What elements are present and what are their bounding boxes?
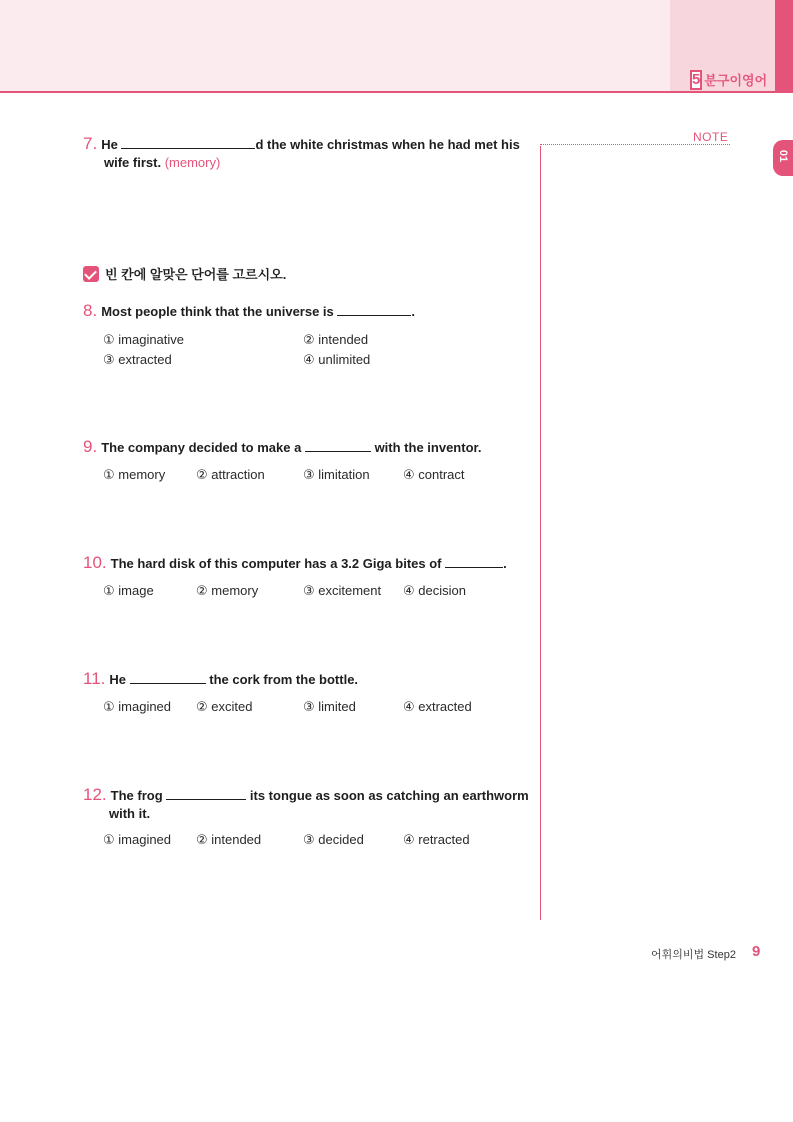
option-1[interactable]: ① memory: [103, 467, 166, 482]
option-4[interactable]: ④ retracted: [403, 832, 470, 847]
question-11: [83, 669, 358, 689]
option-2[interactable]: ② intended: [303, 332, 369, 347]
option-1[interactable]: ① image: [103, 583, 154, 598]
option-3[interactable]: ③ limitation: [303, 467, 370, 482]
option-3[interactable]: ③ decided: [303, 832, 364, 847]
option-4[interactable]: ④ extracted: [403, 699, 472, 714]
answer-blank[interactable]: [130, 671, 206, 684]
option-3[interactable]: ③ excitement: [303, 583, 382, 598]
chapter-tab: [773, 140, 793, 176]
question-text-after: .: [411, 304, 416, 319]
question-number: 12.: [83, 785, 107, 804]
answer-blank[interactable]: [166, 787, 246, 800]
question-12: [83, 785, 529, 805]
option-3[interactable]: ③ limited: [303, 699, 356, 714]
question-text-after: its tongue as soon as catching an earthworm: [249, 788, 529, 803]
chapter-tab-number: 01: [777, 149, 789, 163]
option-4[interactable]: ④ decision: [403, 583, 466, 598]
checkbox-icon: [83, 266, 99, 282]
question-text-before: He: [109, 672, 126, 687]
brand-logo: [690, 66, 766, 90]
question-text-after: the cork from the bottle.: [209, 672, 359, 687]
question-8: [83, 301, 415, 321]
question-number: 10.: [83, 553, 107, 572]
header-rule: [0, 91, 793, 93]
question-hint: (memory): [164, 155, 221, 170]
footer-book-title: 어휘의비법 Step2: [651, 949, 736, 961]
option-2[interactable]: ② attraction: [196, 467, 265, 482]
option-2[interactable]: ② intended: [196, 832, 262, 847]
question-number: 8.: [83, 301, 98, 320]
question-text-after: with the inventor.: [374, 440, 482, 455]
option-4[interactable]: ④ contract: [403, 467, 465, 482]
question-number: 11.: [83, 669, 106, 688]
answer-blank[interactable]: [305, 439, 371, 452]
question-12-line2: with it.: [109, 806, 151, 821]
note-label: NOTE: [693, 130, 729, 144]
question-text-line2: wife first.: [104, 155, 162, 170]
answer-blank[interactable]: [337, 303, 411, 316]
option-2[interactable]: ② excited: [196, 699, 253, 714]
question-text-before: He: [101, 137, 118, 152]
option-3[interactable]: ③ extracted: [103, 352, 172, 367]
question-7: [83, 134, 520, 154]
question-9: [83, 437, 481, 457]
option-2[interactable]: ② memory: [196, 583, 259, 598]
question-text-after: .: [503, 556, 507, 571]
question-text-before: The company decided to make a: [101, 440, 302, 455]
question-7-line2: [104, 155, 220, 170]
option-4[interactable]: ④ unlimited: [303, 352, 371, 367]
question-number: 7.: [83, 134, 98, 153]
logo-text: 분구이영어: [704, 73, 768, 88]
section-instruction: [83, 264, 286, 283]
option-1[interactable]: ① imaginative: [103, 332, 185, 347]
question-number: 9.: [83, 437, 98, 456]
question-10: [83, 553, 507, 573]
option-1[interactable]: ① imagined: [103, 832, 172, 847]
instruction-text: 빈 칸에 알맞은 단어를 고르시오.: [105, 267, 287, 282]
note-column-line: [540, 146, 541, 920]
question-text-after: d the white christmas when he had met his: [255, 137, 520, 152]
answer-blank[interactable]: [445, 555, 503, 568]
note-divider: [540, 144, 730, 145]
page-number: 9: [752, 943, 761, 960]
header-strip: [775, 0, 793, 92]
answer-blank[interactable]: [121, 136, 255, 149]
option-1[interactable]: ① imagined: [103, 699, 172, 714]
question-text-before: The frog: [110, 788, 163, 803]
question-text-before: Most people think that the universe is: [101, 304, 334, 319]
logo-digit: 5: [692, 71, 701, 88]
question-text-before: The hard disk of this computer has a 3.2 Giga bites of: [110, 556, 442, 571]
